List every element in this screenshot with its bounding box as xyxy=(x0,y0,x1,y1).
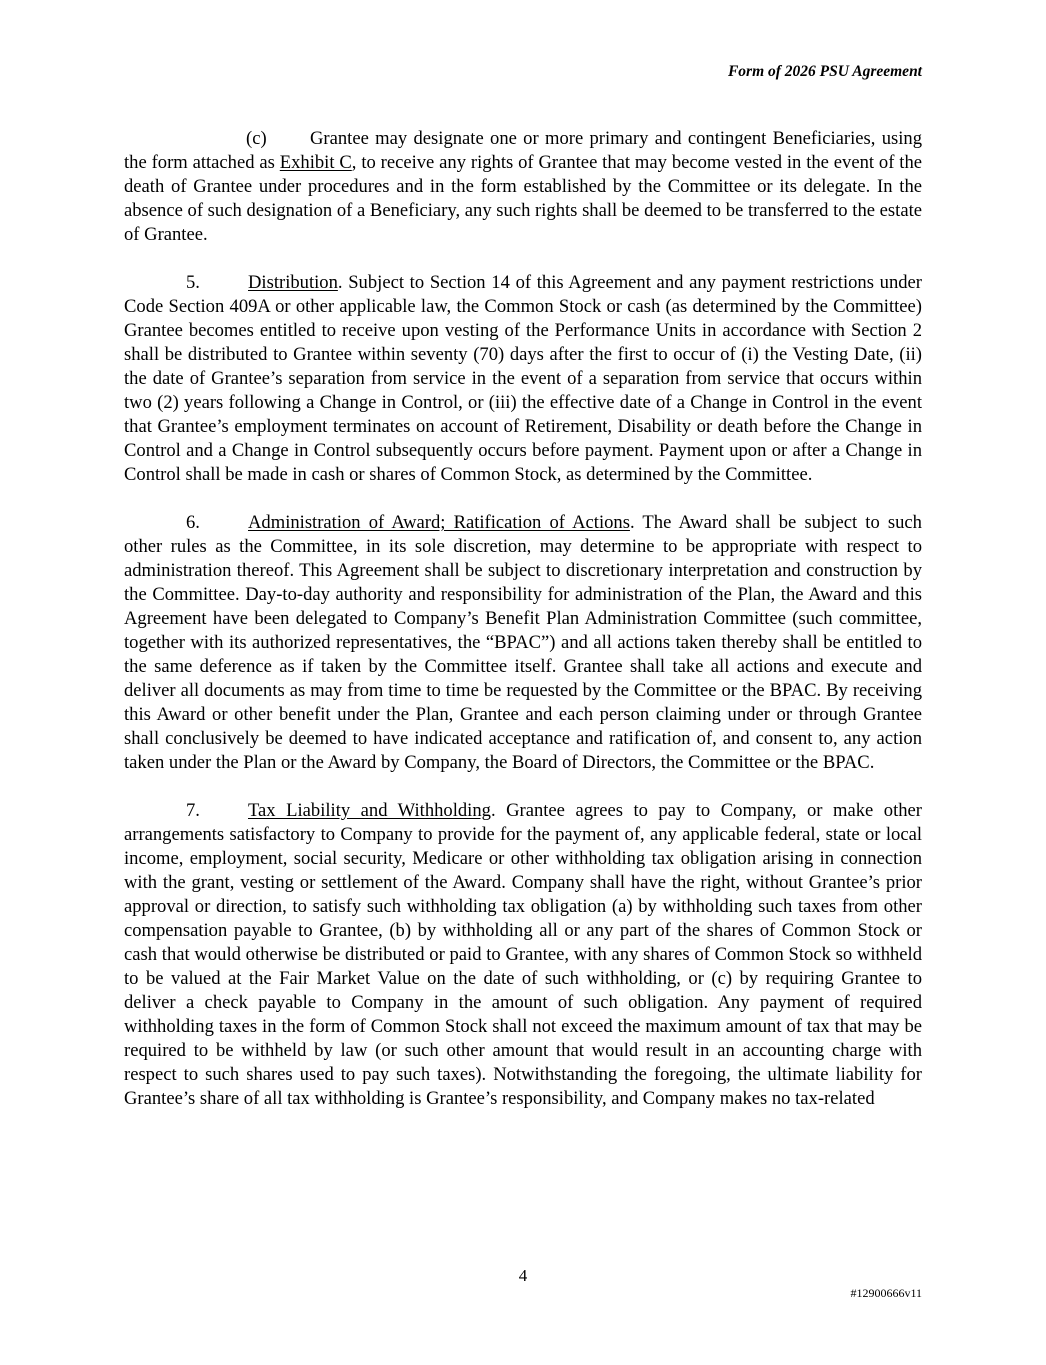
paragraph-6-administration xyxy=(124,511,922,775)
document-body xyxy=(124,127,922,1135)
paragraph-label: 7. xyxy=(186,800,200,821)
section-heading: Distribution xyxy=(248,272,338,293)
paragraph-4c xyxy=(124,127,922,247)
paragraph-label: (c) xyxy=(246,128,267,149)
paragraph-5-distribution xyxy=(124,271,922,487)
section-heading: Administration of Award; Ratification of Actions xyxy=(248,512,630,533)
paragraph-text: . Grantee agrees to pay to Company, or make other arrangements satisfactory to Company to provide for the payment of, any applicable federal, state or local income, employment, social security, Medicare or other withholding tax obligation arising in connection with the grant, vesting or settlement of the Award. Company shall have the right, without Grantee’s prior approval or direction, to satisfy such withholding tax obligation (a) by withholding such taxes from other compensation payable to Grantee, (b) by withholding all or any part of the shares of Common Stock or cash that would otherwise be distributed or paid to Grantee, with any shares of Common Stock so withheld to be valued at the Fair Market Value on the date of such withholding, or (c) by requiring Grantee to deliver a check payable to Company in the amount of such obligation. Any payment of required withholding taxes in the form of Common Stock shall not exceed the maximum amount of tax that may be required to be withheld by law (or such other amount that would result in an accounting charge with respect to such shares used to pay such taxes). Notwithstanding the foregoing, the ultimate liability for Grantee’s share of all tax withholding is Grantee’s responsibility, and Company makes no tax-related xyxy=(124,800,922,1109)
exhibit-c-reference: Exhibit C xyxy=(279,152,352,173)
paragraph-label: 6. xyxy=(186,512,200,533)
paragraph-7-tax-liability xyxy=(124,799,922,1111)
paragraph-label: 5. xyxy=(186,272,200,293)
paragraph-text: Grantee may designate one or more primary and contingent Beneficiaries, using the form attached as xyxy=(124,128,922,173)
paragraph-text: . The Award shall be subject to such other rules as the Committee, in its sole discretion, may determine to be appropriate with respect to administration thereof. This Agreement shall be subject to discretionary interpretation and construction by the Committee. Day-to-day authority and responsibility for administration of the Plan, the Award and this Agreement have been delegated to Company’s Benefit Plan Administration Committee (such committee, together with its authorized representatives, the “BPAC”) and all actions taken thereby shall be entitled to the same deference as if taken by the Committee itself. Grantee shall take all actions and execute and deliver all documents as may from time to time be requested by the Committee or the BPAC. By receiving this Award or other benefit under the Plan, Grantee and each person claiming under or through Grantee shall conclusively be deemed to have indicated acceptance and ratification of, and consent to, any action taken under the Plan or the Award by Company, the Board of Directors, the Committee or the BPAC. xyxy=(124,512,922,773)
paragraph-text: . Subject to Section 14 of this Agreement and any payment restrictions under Code Section 409A or other applicable law, the Common Stock or cash (as determined by the Committee) Grantee becomes entitled to receive upon vesting of the Performance Units in accordance with Section 2 shall be distributed to Grantee within seventy (70) days after the first to occur of (i) the Vesting Date, (ii) the date of Grantee’s separation from service in the event of a separation from service that occurs within two (2) years following a Change in Control, or (iii) the effective date of a Change in Control in the event that Grantee’s employment terminates on account of Retirement, Disability or death before the Change in Control and a Change in Control subsequently occurs before payment. Payment upon or after a Change in Control shall be made in cash or shares of Common Stock, as determined by the Committee. xyxy=(124,272,922,485)
paragraph-text-continued: , to receive any rights of Grantee that may become vested in the event of the death of Grantee under procedures and in the form established by the Committee or its delegate. In the absence of such designation of a Beneficiary, any such rights shall be deemed to be transferred to the estate of Grantee. xyxy=(124,152,922,245)
page-number: 4 xyxy=(518,1266,528,1285)
section-heading: Tax Liability and Withholding xyxy=(248,800,491,821)
document-header: Form of 2026 PSU Agreement xyxy=(727,63,922,80)
document-id: #12900666v11 xyxy=(850,1286,922,1300)
